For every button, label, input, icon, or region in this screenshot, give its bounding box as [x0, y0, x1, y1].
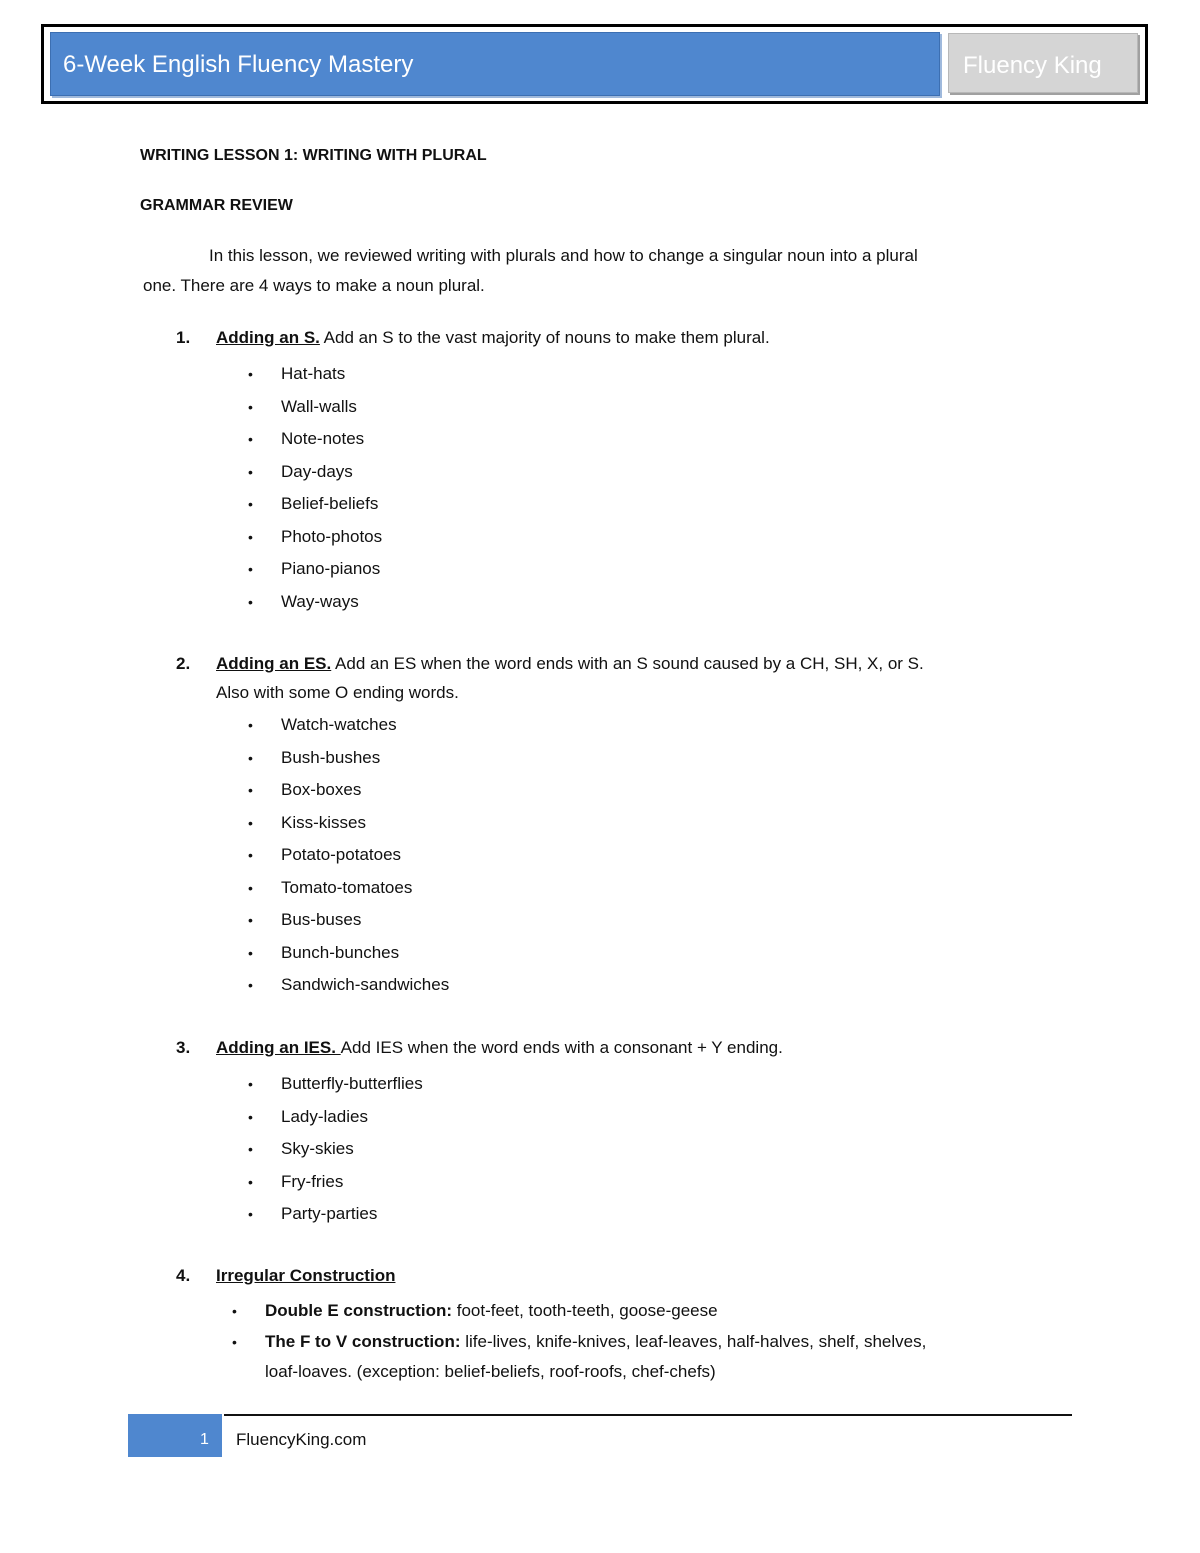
footer-rule	[224, 1414, 1072, 1416]
section-number: 1.	[176, 328, 191, 347]
bullet-icon: •	[248, 431, 253, 447]
list-item: • Photo-photos	[248, 526, 383, 546]
list-item: • Box-boxes	[248, 780, 362, 799]
list-item: • Tomato-tomatoes	[248, 877, 413, 897]
bullet-icon: •	[248, 814, 253, 831]
header-brand: Fluency King	[963, 52, 1102, 79]
list-item: • Kiss-kisses	[248, 812, 367, 832]
section-3-title	[176, 1038, 783, 1058]
bullet-icon: •	[232, 1303, 237, 1319]
list-item: • Note-notes	[248, 429, 365, 448]
bullet-icon: •	[248, 463, 253, 480]
bullet-icon: •	[232, 1334, 237, 1350]
list-item: • Sandwich-sandwiches	[248, 975, 450, 994]
bullet-icon: •	[248, 944, 253, 961]
irregular-item-f-to-v	[232, 1327, 1032, 1387]
list-item: • Belief-beliefs	[248, 494, 379, 513]
page-header	[41, 24, 1148, 104]
bullet-icon: •	[248, 496, 253, 512]
bullet-icon: •	[248, 1108, 253, 1125]
header-brand-box	[948, 33, 1138, 93]
page-number: 1	[200, 1431, 209, 1448]
bullet-icon: •	[248, 528, 253, 545]
list-item: • Fry-fries	[248, 1171, 344, 1191]
intro-line-2: one. There are 4 ways to make a noun plural.	[143, 276, 485, 295]
list-item: • Butterfly-butterflies	[248, 1074, 423, 1093]
section-3-list	[248, 1074, 423, 1237]
section-label: Adding an ES.	[216, 654, 332, 673]
bullet-icon: •	[248, 749, 253, 766]
list-item: • Potato-potatoes	[248, 845, 402, 864]
section-number: 3.	[176, 1038, 191, 1057]
bullet-icon: •	[248, 1206, 253, 1222]
bullet-icon: •	[248, 593, 253, 610]
bullet-icon: •	[248, 1141, 253, 1157]
irregular-item-double-e	[232, 1296, 1032, 1326]
section-1-title	[176, 328, 770, 348]
term-label: The F to V construction:	[265, 1332, 461, 1351]
bullet-icon: •	[248, 561, 253, 577]
list-item: • Lady-ladies	[248, 1106, 368, 1126]
bullet-icon: •	[248, 398, 253, 415]
list-item: • Bunch-bunches	[248, 942, 400, 962]
bullet-icon: •	[248, 847, 253, 863]
section-heading: GRAMMAR REVIEW	[140, 197, 293, 214]
section-desc: Add IES when the word ends with a consonant + Y ending.	[340, 1038, 783, 1057]
bullet-icon: •	[248, 717, 253, 733]
section-label: Adding an IES.	[216, 1038, 341, 1057]
bullet-icon: •	[248, 366, 253, 382]
list-item: • Hat-hats	[248, 364, 346, 383]
section-2-list	[248, 715, 449, 1008]
list-item: • Sky-skies	[248, 1139, 354, 1158]
section-label: Adding an S.	[216, 328, 320, 347]
list-item: • Bush-bushes	[248, 747, 381, 767]
lesson-title: WRITING LESSON 1: WRITING WITH PLURAL	[140, 147, 487, 164]
list-item: • Watch-watches	[248, 715, 397, 734]
bullet-icon: •	[248, 1173, 253, 1190]
term-label: Double E construction:	[265, 1301, 452, 1320]
section-number: 4.	[176, 1266, 191, 1285]
intro-paragraph	[143, 241, 1063, 301]
section-1-list	[248, 364, 382, 624]
term-text: foot-feet, tooth-teeth, goose-geese	[452, 1301, 718, 1320]
header-title: 6-Week English Fluency Mastery	[63, 51, 414, 78]
list-item: • Piano-pianos	[248, 559, 381, 578]
section-label: Irregular Construction	[216, 1266, 396, 1285]
header-title-bar	[50, 32, 940, 96]
term-text-cont: loaf-loaves. (exception: belief-beliefs, roof-roofs, chef-chefs)	[265, 1362, 716, 1381]
list-item: • Wall-walls	[248, 396, 357, 416]
bullet-icon: •	[248, 1076, 253, 1092]
footer-site: FluencyKing.com	[236, 1430, 367, 1449]
section-2-desc-cont: Also with some O ending words.	[216, 683, 459, 702]
section-4-title	[176, 1266, 395, 1286]
section-2-title	[176, 654, 924, 674]
list-item: • Party-parties	[248, 1204, 378, 1223]
section-desc: Add an ES when the word ends with an S sound caused by a CH, SH, X, or S.	[331, 654, 924, 673]
term-text: life-lives, knife-knives, leaf-leaves, half-halves, shelf, shelves,	[460, 1332, 927, 1351]
list-item: • Bus-buses	[248, 910, 362, 929]
list-item: • Day-days	[248, 461, 353, 481]
bullet-icon: •	[248, 782, 253, 798]
section-number: 2.	[176, 654, 191, 673]
intro-line-1: In this lesson, we reviewed writing with plurals and how to change a singular noun into a plural	[209, 246, 918, 265]
bullet-icon: •	[248, 912, 253, 928]
bullet-icon: •	[248, 977, 253, 993]
section-desc: Add an S to the vast majority of nouns to make them plural.	[319, 328, 770, 347]
list-item: • Way-ways	[248, 591, 359, 611]
bullet-icon: •	[248, 879, 253, 896]
